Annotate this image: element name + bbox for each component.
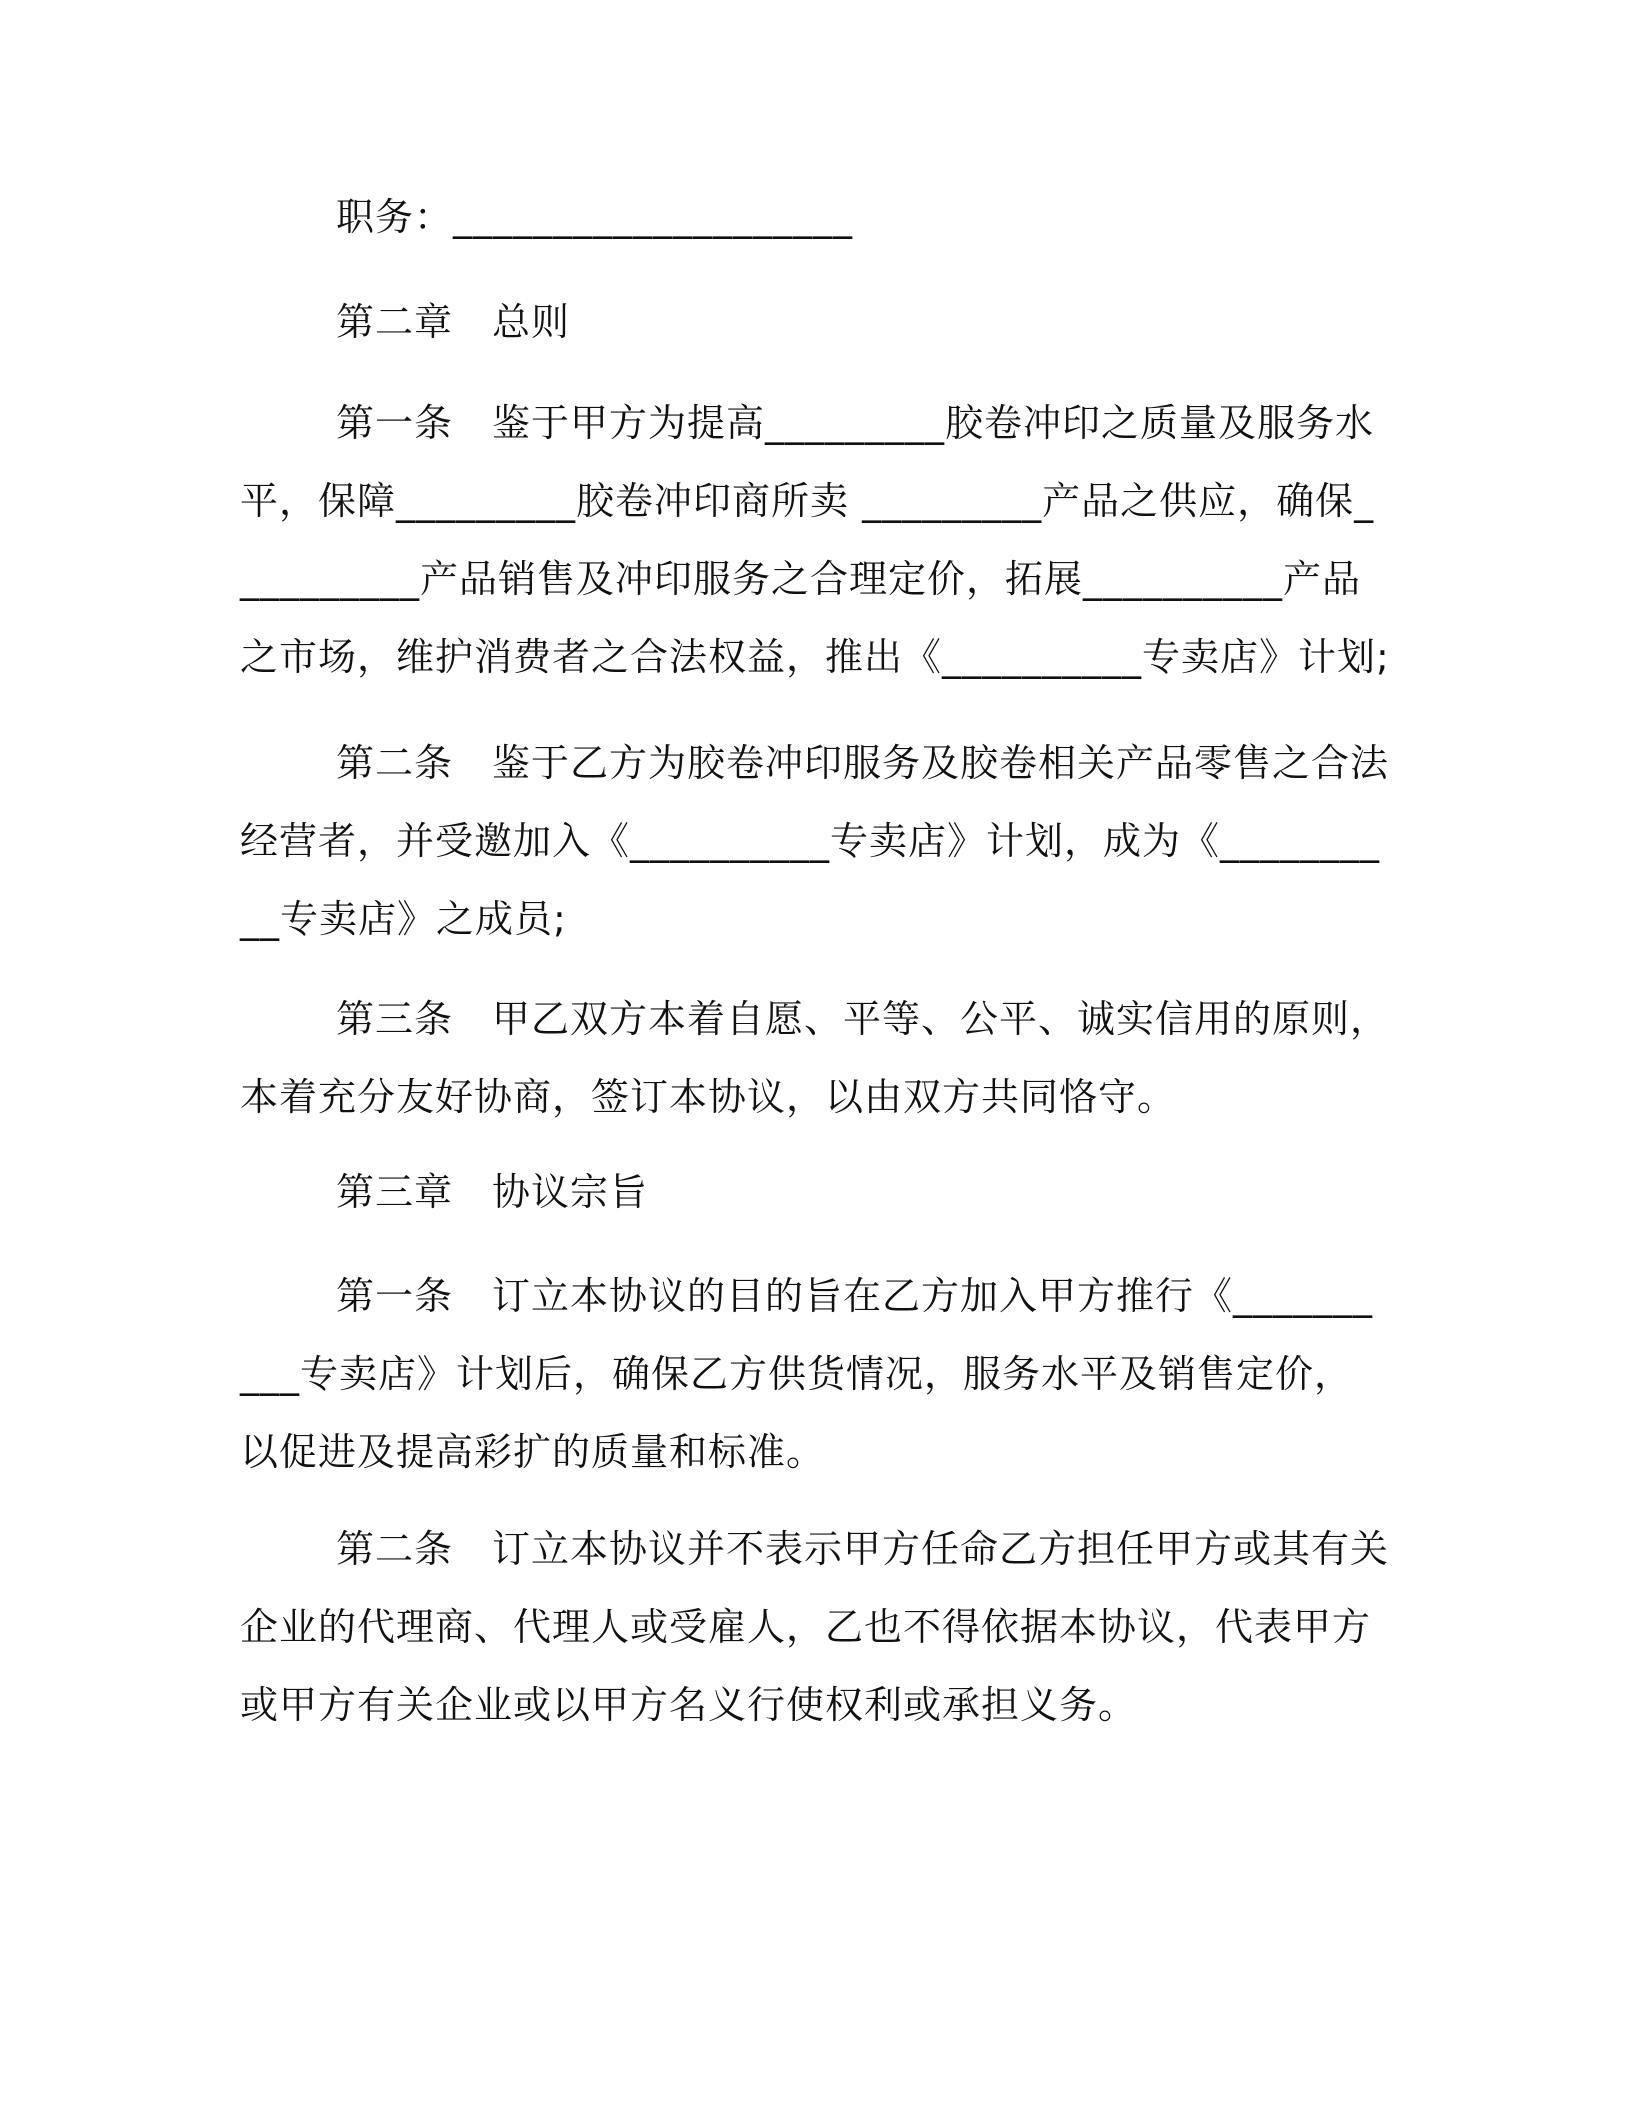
- chapter-2-title: 第二章 总则: [336, 300, 571, 344]
- chapter-2-article-3-text: 第三条 甲乙双方本着自愿、平等、公平、诚实信用的原则，本着充分友好协商，签订本协议，以由双方共同恪守。: [240, 997, 1390, 1119]
- chapter-2-article-2: [240, 724, 1390, 958]
- chapter-2-article-1-text: 第一条 鉴于甲方为提高_________胶卷冲印之质量及服务水平，保障_________胶卷冲印商所卖 _________产品之供应，确保__________产品销售及冲印服务之合理定价，拓展__________产品之市场，维护消费者之合法权益，推出《__________专卖店》计划;: [240, 401, 1390, 679]
- chapter-3-article-1-text: 第一条 订立本协议的目的旨在乙方加入甲方推行《__________专卖店》计划后，确保乙方供货情况，服务水平及销售定价，以促进及提高彩扩的质量和标准。: [240, 1274, 1374, 1474]
- duty-line: 职务：____________________: [336, 195, 854, 239]
- chapter-3-article-2-text: 第二条 订立本协议并不表示甲方任命乙方担任甲方或其有关企业的代理商、代理人或受雇人，乙也不得依据本协议，代表甲方或甲方有关企业或以甲方名义行使权利或承担义务。: [240, 1527, 1390, 1727]
- chapter-2-article-1: [240, 384, 1390, 696]
- chapter-2-article-3: [240, 980, 1390, 1136]
- chapter-2-article-2-text: 第二条 鉴于乙方为胶卷冲印服务及胶卷相关产品零售之合法经营者，并受邀加入《__________专卖店》计划，成为《__________专卖店》之成员;: [240, 741, 1390, 941]
- chapter-3-title: 第三章 协议宗旨: [336, 1170, 649, 1214]
- chapter-3-article-1: [240, 1257, 1390, 1491]
- chapter-3-article-2: [240, 1510, 1390, 1744]
